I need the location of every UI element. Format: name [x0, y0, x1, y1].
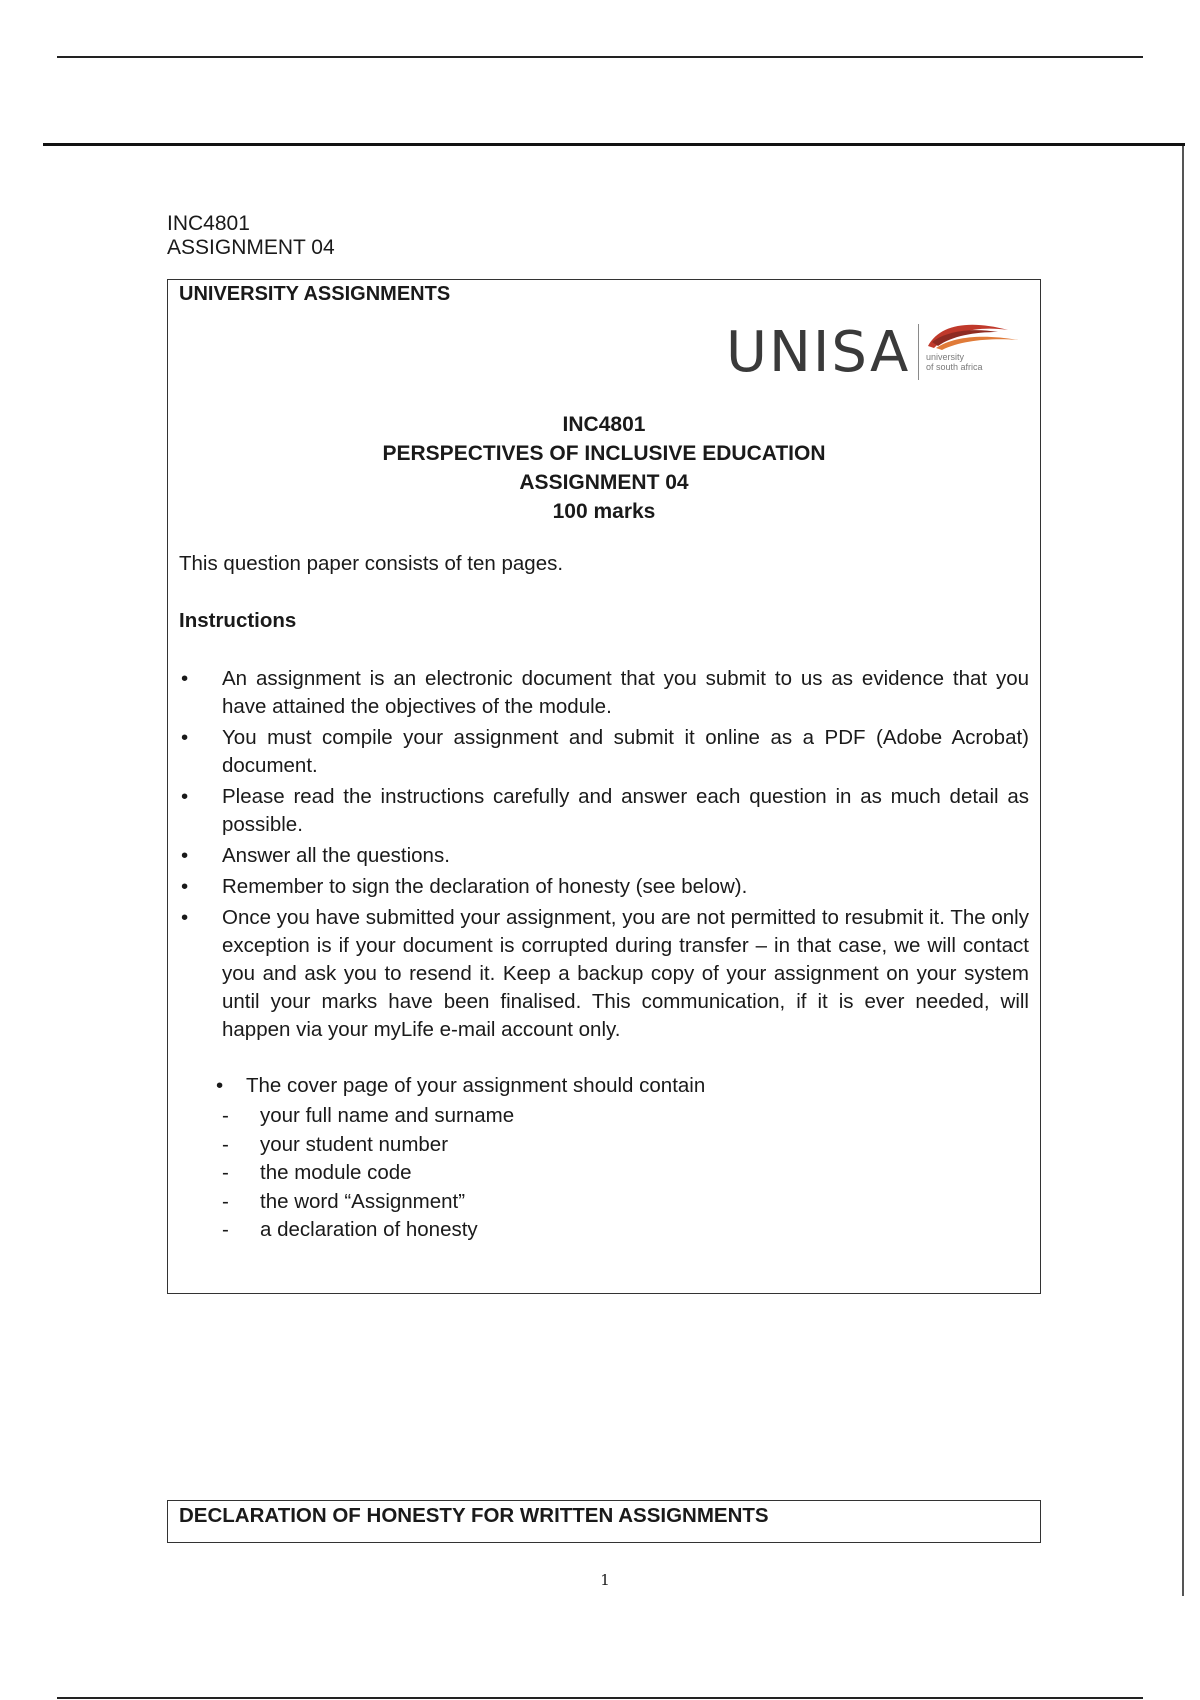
instruction-text: You must compile your assignment and submit it online as a PDF (Adobe Acrobat) document. [222, 726, 1029, 777]
assignment-number: ASSIGNMENT 04 [519, 471, 689, 494]
cover-item-text: the word “Assignment” [260, 1189, 466, 1213]
cover-item-text: the module code [260, 1161, 412, 1184]
running-header [167, 212, 335, 260]
dash-icon: - [222, 1189, 229, 1213]
cover-item-text: your student number [260, 1132, 449, 1156]
dash-icon: - [222, 1218, 229, 1241]
dash-icon: - [222, 1132, 229, 1156]
instruction-item [179, 783, 1029, 839]
bullet-icon: • [181, 667, 189, 690]
declaration-box [167, 1500, 1041, 1543]
instruction-text: Please read the instructions carefully and answer each question in as much detail as possible. [222, 785, 1029, 836]
list-item [222, 1102, 514, 1131]
course-title: PERSPECTIVES OF INCLUSIVE EDUCATION [382, 442, 826, 465]
logo-divider [918, 324, 919, 380]
logo-subtitle-line2: of south africa [926, 362, 983, 372]
bullet-icon: • [181, 875, 189, 898]
bullet-icon: • [181, 726, 189, 749]
cover-intro-text: The cover page of your assignment should contain [246, 1074, 706, 1097]
instruction-item [179, 873, 1029, 901]
instruction-text: Once you have submitted your assignment, you are not permitted to resubmit it. The only exception is if your document is corrupted during transfer – in that case, we will contact you and ask you to resend it. Keep a backup copy of your assignment on your system until your marks have been finalised. This communication, if it is ever needed, will happen via your myLife e-mail account only. [222, 906, 1029, 1041]
instruction-text: Remember to sign the declaration of honesty (see below). [222, 875, 748, 898]
instructions-list [179, 665, 1029, 1047]
dash-icon: - [222, 1161, 229, 1184]
cover-page-requirements-list [222, 1102, 514, 1245]
instruction-item [179, 665, 1029, 721]
page-number: 1 [600, 1571, 610, 1589]
right-margin-rule [1182, 146, 1184, 1596]
instruction-text: Answer all the questions. [222, 844, 450, 867]
header-module-code: INC4801 [167, 212, 250, 235]
instruction-text: An assignment is an electronic document that you submit to us as evidence that you have attained the objectives of the module. [222, 667, 1029, 718]
assignment-title-block [168, 410, 1040, 526]
list-item [222, 1159, 514, 1188]
total-marks: 100 marks [552, 500, 656, 523]
bullet-icon: • [216, 1074, 224, 1097]
header-assignment-label: ASSIGNMENT 04 [167, 236, 335, 259]
bullet-icon: • [181, 844, 189, 867]
instruction-item [179, 904, 1029, 1044]
cover-page-requirements-intro [216, 1074, 705, 1098]
bullet-icon: • [181, 785, 189, 808]
bottom-rule [57, 1697, 1143, 1699]
page-count-note: This question paper consists of ten pages. [179, 552, 564, 575]
unisa-logo [726, 318, 1026, 386]
box-title: UNIVERSITY ASSIGNMENTS [179, 283, 451, 305]
instruction-item [179, 842, 1029, 870]
declaration-title: DECLARATION OF HONESTY FOR WRITTEN ASSIGNMENTS [179, 1504, 769, 1527]
logo-wordmark: UNISA [726, 320, 911, 385]
cover-item-text: a declaration of honesty [260, 1218, 478, 1241]
dash-icon: - [222, 1104, 229, 1127]
cover-item-text: your full name and surname [260, 1104, 515, 1127]
university-assignments-box [167, 279, 1041, 1294]
top-rule [57, 56, 1143, 58]
logo-subtitle-line1: university [926, 352, 965, 362]
list-item [222, 1216, 514, 1245]
flame-swoosh-icon [922, 318, 1022, 352]
list-item [222, 1131, 514, 1160]
instructions-heading: Instructions [179, 609, 297, 632]
logo-subtitle [926, 352, 983, 372]
course-code: INC4801 [562, 413, 646, 436]
list-item [222, 1188, 514, 1217]
instruction-item [179, 724, 1029, 780]
header-thick-rule [43, 143, 1185, 146]
bullet-icon: • [181, 906, 189, 929]
